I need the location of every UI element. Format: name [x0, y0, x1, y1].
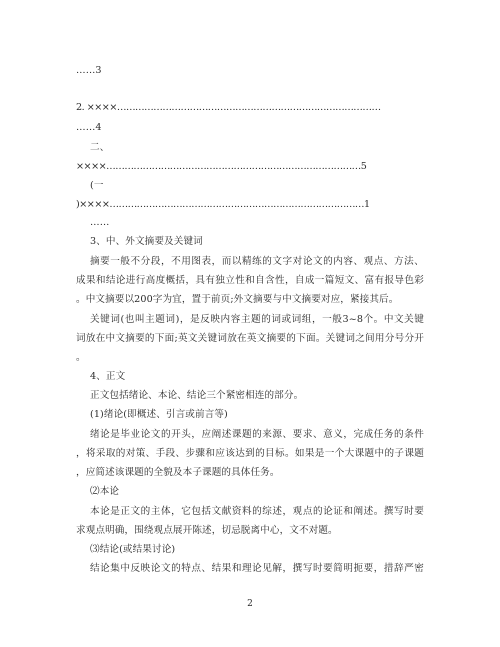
- subsection-title: ⑶结论(或结果讨论): [90, 544, 176, 555]
- paragraph-line: 正文包括绪论、本论、结论三个紧密相连的部分。: [90, 390, 304, 401]
- subsection-title: (1)绪论(即概述、引言或前言等): [90, 409, 228, 420]
- paragraph-line: 绪论是毕业论文的开头，应阐述课题的来源、要求、意义，完成任务的条件: [90, 429, 424, 440]
- toc-line: 二、: [90, 142, 110, 153]
- paragraph-line: 结论集中反映论文的特点、结果和理论见解，撰写时要简明扼要，措辞严密: [90, 563, 424, 574]
- section-heading: 3、中、外文摘要及关键词: [90, 236, 203, 247]
- paragraph-line: 成果和结论进行高度概括，具有独立性和自含性，自成一篇短文、富有报导色彩: [76, 275, 424, 286]
- paragraph-line: 摘要一般不分段，不用图表，而以精练的文字对论文的内容、观点、方法、: [90, 256, 424, 267]
- toc-line: )××××…………………………………………………………………………1: [76, 199, 370, 210]
- toc-line: 2. ××××……………………………………………………………………………: [76, 102, 381, 113]
- paragraph-line: 。: [76, 352, 86, 363]
- toc-line: ……: [90, 217, 110, 228]
- toc-line: ……4: [76, 122, 102, 133]
- paragraph-line: 。中文摘要以200字为宜，置于前页;外文摘要与中文摘要对应，紧接其后。: [76, 294, 399, 305]
- paragraph-line: ，应简述该课题的全貌及本子课题的具体任务。: [76, 467, 280, 478]
- paragraph-line: 词放在中文摘要的下面;英文关键词放在英文摘要的下面。关键词之间用分号分开: [76, 333, 424, 344]
- paragraph-line: ，将采取的对策、手段、步骤和应该达到的目标。如果是一个大课题中的子课题: [76, 448, 424, 459]
- subsection-title: ⑵本论: [90, 486, 120, 497]
- toc-line: ……3: [76, 65, 102, 76]
- section-heading: 4、正文: [90, 371, 126, 382]
- page-number: 2: [247, 599, 253, 609]
- toc-line: ××××…………………………………………………………………………5: [76, 161, 367, 172]
- toc-line: (一: [90, 180, 104, 191]
- paragraph-line: 关键词(也叫主题词)，是反映内容主题的词或词组，一般3~8个。中文关键: [90, 314, 424, 325]
- paragraph-line: 求观点明确，围绕观点展开陈述，切忌脱离中心，文不对题。: [76, 525, 338, 536]
- paragraph-line: 本论是正文的主体，它包括文献资料的综述，观点的论证和阐述。撰写时要: [90, 506, 424, 517]
